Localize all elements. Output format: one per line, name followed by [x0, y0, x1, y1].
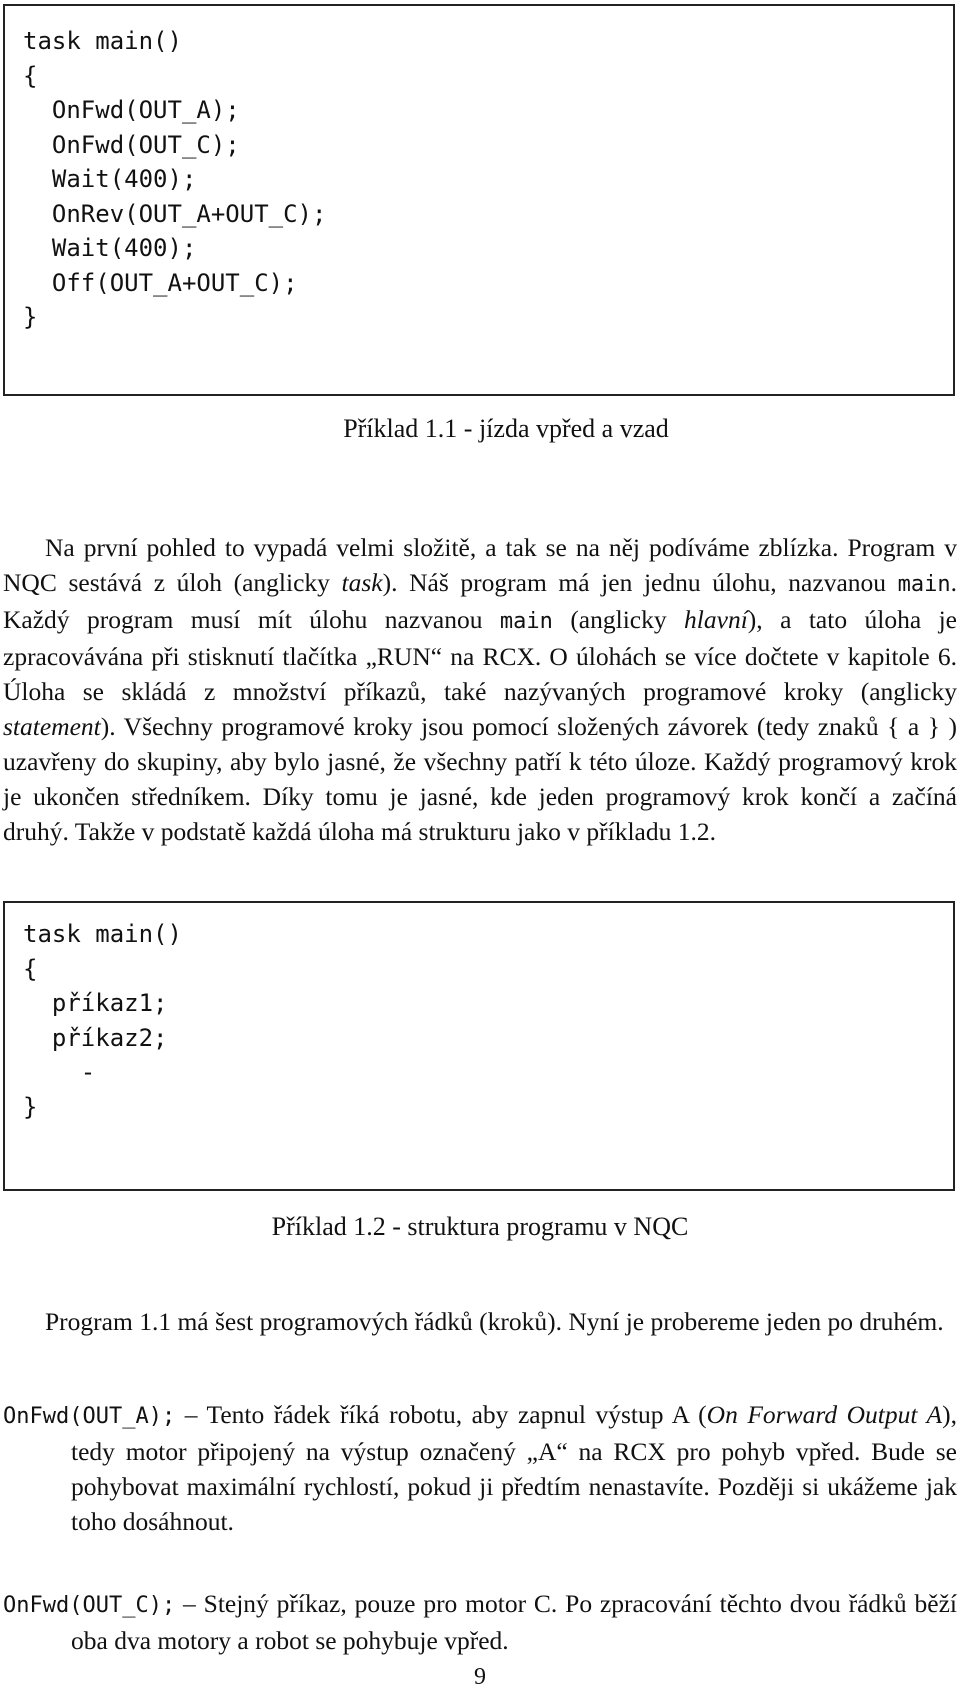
italic-term: hlavní [684, 605, 748, 634]
text-run: ), a tato úloha je zpracovávána při stisknutí tlačítka „RUN“ na RCX. O úlohách se více dočtete v kapitole 6. Úloha se skládá z množství příkazů, také nazývaných programové kroky (anglicky [3, 605, 957, 706]
code-listing-1: task main() { OnFwd(OUT_A); OnFwd(OUT_C); Wait(400); OnRev(OUT_A+OUT_C); Wait(400); Off(OUT_A+OUT_C); } [23, 27, 327, 331]
example-caption-1: Příklad 1.1 - jízda vpřed a vzad [343, 414, 669, 443]
definition-text: – Tento řádek říká robotu, aby zapnul výstup A ( [175, 1400, 707, 1429]
text-run: ). Náš program má jen jednu úlohu, nazvanou [382, 568, 898, 597]
definition-term: OnFwd(OUT_C); [3, 1593, 176, 1618]
text-run: (anglicky [552, 605, 685, 634]
code-listing-2: task main() { příkaz1; příkaz2; - } [23, 920, 182, 1121]
text-run: . Každý program musí mít úlohu nazvanou [3, 568, 957, 634]
definition-text: ), tedy motor připojený na výstup označený „A“ na RCX pro pohyb vpřed. Bude se pohybovat maximální rychlostí, pokud ji předtím nenastavíte. Později si ukážeme jak toho dosáhnout. [71, 1400, 957, 1536]
body-paragraph-1 [3, 530, 957, 849]
definition-italic: On Forward Output A [706, 1400, 943, 1429]
code-example-box-1 [3, 4, 955, 396]
inline-code: main [897, 572, 951, 597]
inline-code: main [499, 609, 553, 634]
definition-text: – Stejný příkaz, pouze pro motor C. Po zpracování těchto dvou řádků běží oba dva motory a robot se pohybuje vpřed. [71, 1589, 957, 1655]
text-run: ). Všechny programové kroky jsou pomocí složených závorek (tedy znaků { a } ) uzavřeny do skupiny, aby bylo jasné, že všechny patří k této úloze. Každý programový krok je ukončen středníkem. Díky tomu je jasné, kde jeden programový krok končí a začíná druhý. Takže v podstatě každá úloha má strukturu jako v příkladu 1.2. [3, 712, 957, 846]
page-number: 9 [474, 1664, 486, 1690]
definition-item-2 [3, 1586, 957, 1658]
code-example-box-2 [3, 901, 955, 1191]
italic-term: task [341, 568, 383, 597]
body-paragraph-2: Program 1.1 má šest programových řádků (kroků). Nyní je probereme jeden po druhém. [45, 1307, 944, 1336]
text-run: Na první pohled to vypadá velmi složitě, a tak se na něj podíváme zblízka. Program v NQC sestává z úloh (anglicky [3, 533, 957, 597]
definition-item-1 [3, 1397, 957, 1539]
italic-term: statement [3, 712, 101, 741]
example-caption-2: Příklad 1.2 - struktura programu v NQC [271, 1212, 689, 1241]
definition-term: OnFwd(OUT_A); [3, 1404, 176, 1429]
